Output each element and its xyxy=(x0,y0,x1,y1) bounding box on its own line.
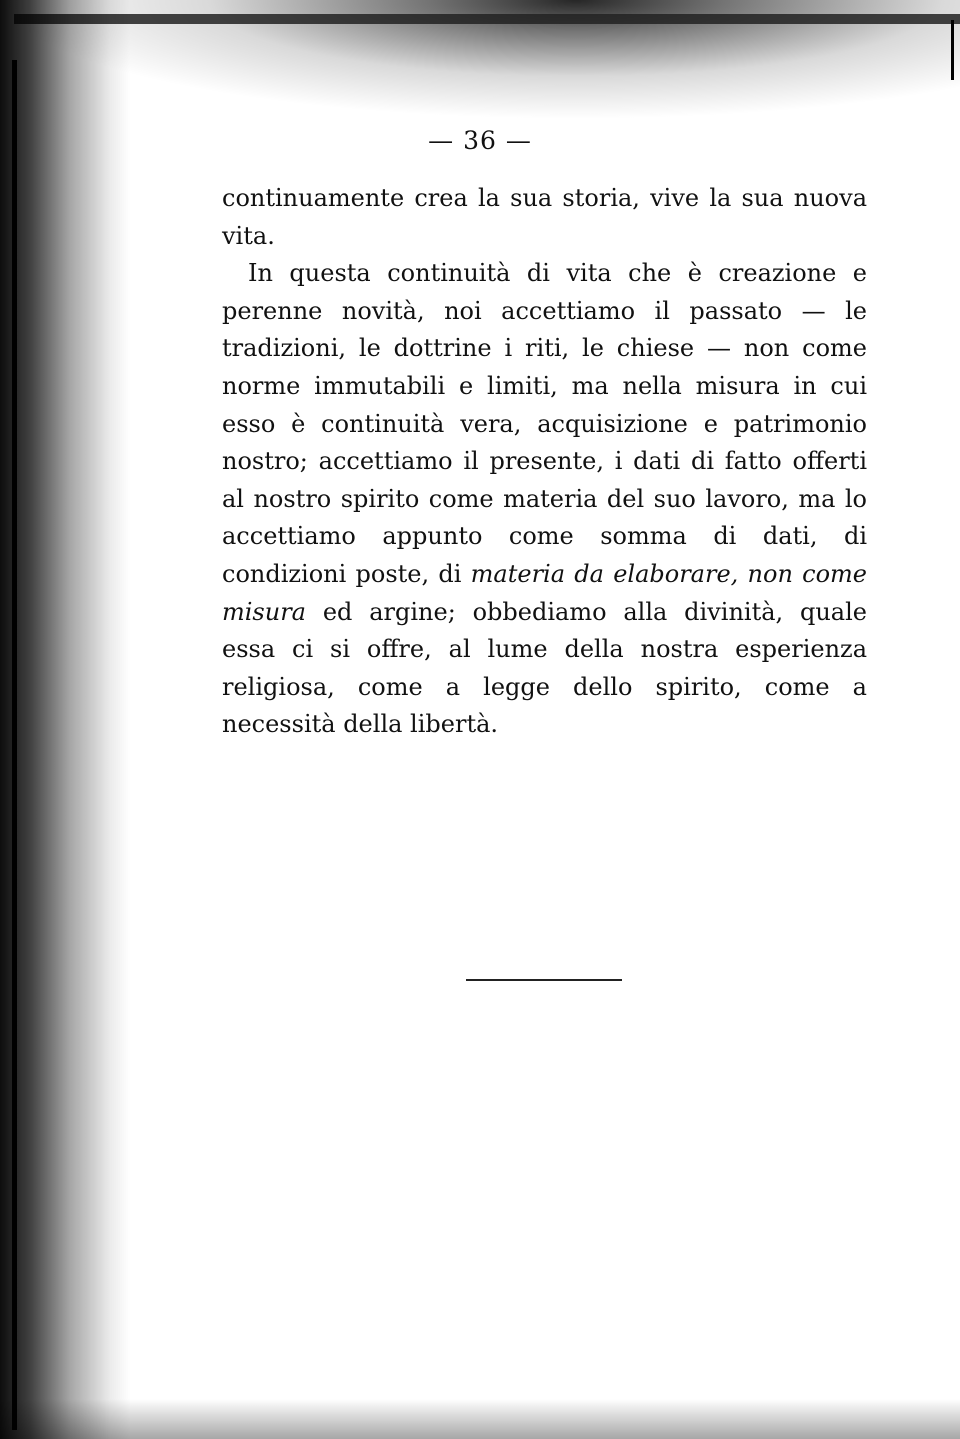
page-number: — 36 — xyxy=(428,126,532,155)
paragraph-2-part-a: In questa continuità di vita che è creazione e perenne novità, noi accettiamo il passato — le tradizioni, le dottrine i riti, le chiese — non come norme immutabili e limiti, ma nella misura in cui esso è continuità vera, acquisizione e patrimonio nostro; accettiamo il presente, i dati di fatto offerti al nostro spirito come materia del suo lavoro, ma lo accettiamo appunto come somma di dati, di condizioni poste, di xyxy=(222,259,867,588)
scan-bottom-shadow xyxy=(0,1399,960,1439)
scan-left-border xyxy=(12,60,17,1430)
scan-top-shadow xyxy=(0,0,960,120)
body-text xyxy=(222,180,867,744)
paragraph-2-italic: materia da elaborare, non come misura xyxy=(222,559,867,626)
end-rule xyxy=(466,979,622,981)
paragraph-2 xyxy=(222,255,867,744)
paragraph-1: continuamente crea la sua storia, vive la sua nuova vita. xyxy=(222,184,867,250)
scan-left-shadow xyxy=(0,0,130,1439)
paragraph-2-part-b: ed argine; obbediamo alla divinità, quale essa ci si offre, al lume della nostra esperienza religiosa, come a legge dello spirito, come a necessità della libertà. xyxy=(222,597,867,739)
scan-right-mark xyxy=(951,20,954,80)
scan-top-border xyxy=(14,14,960,24)
